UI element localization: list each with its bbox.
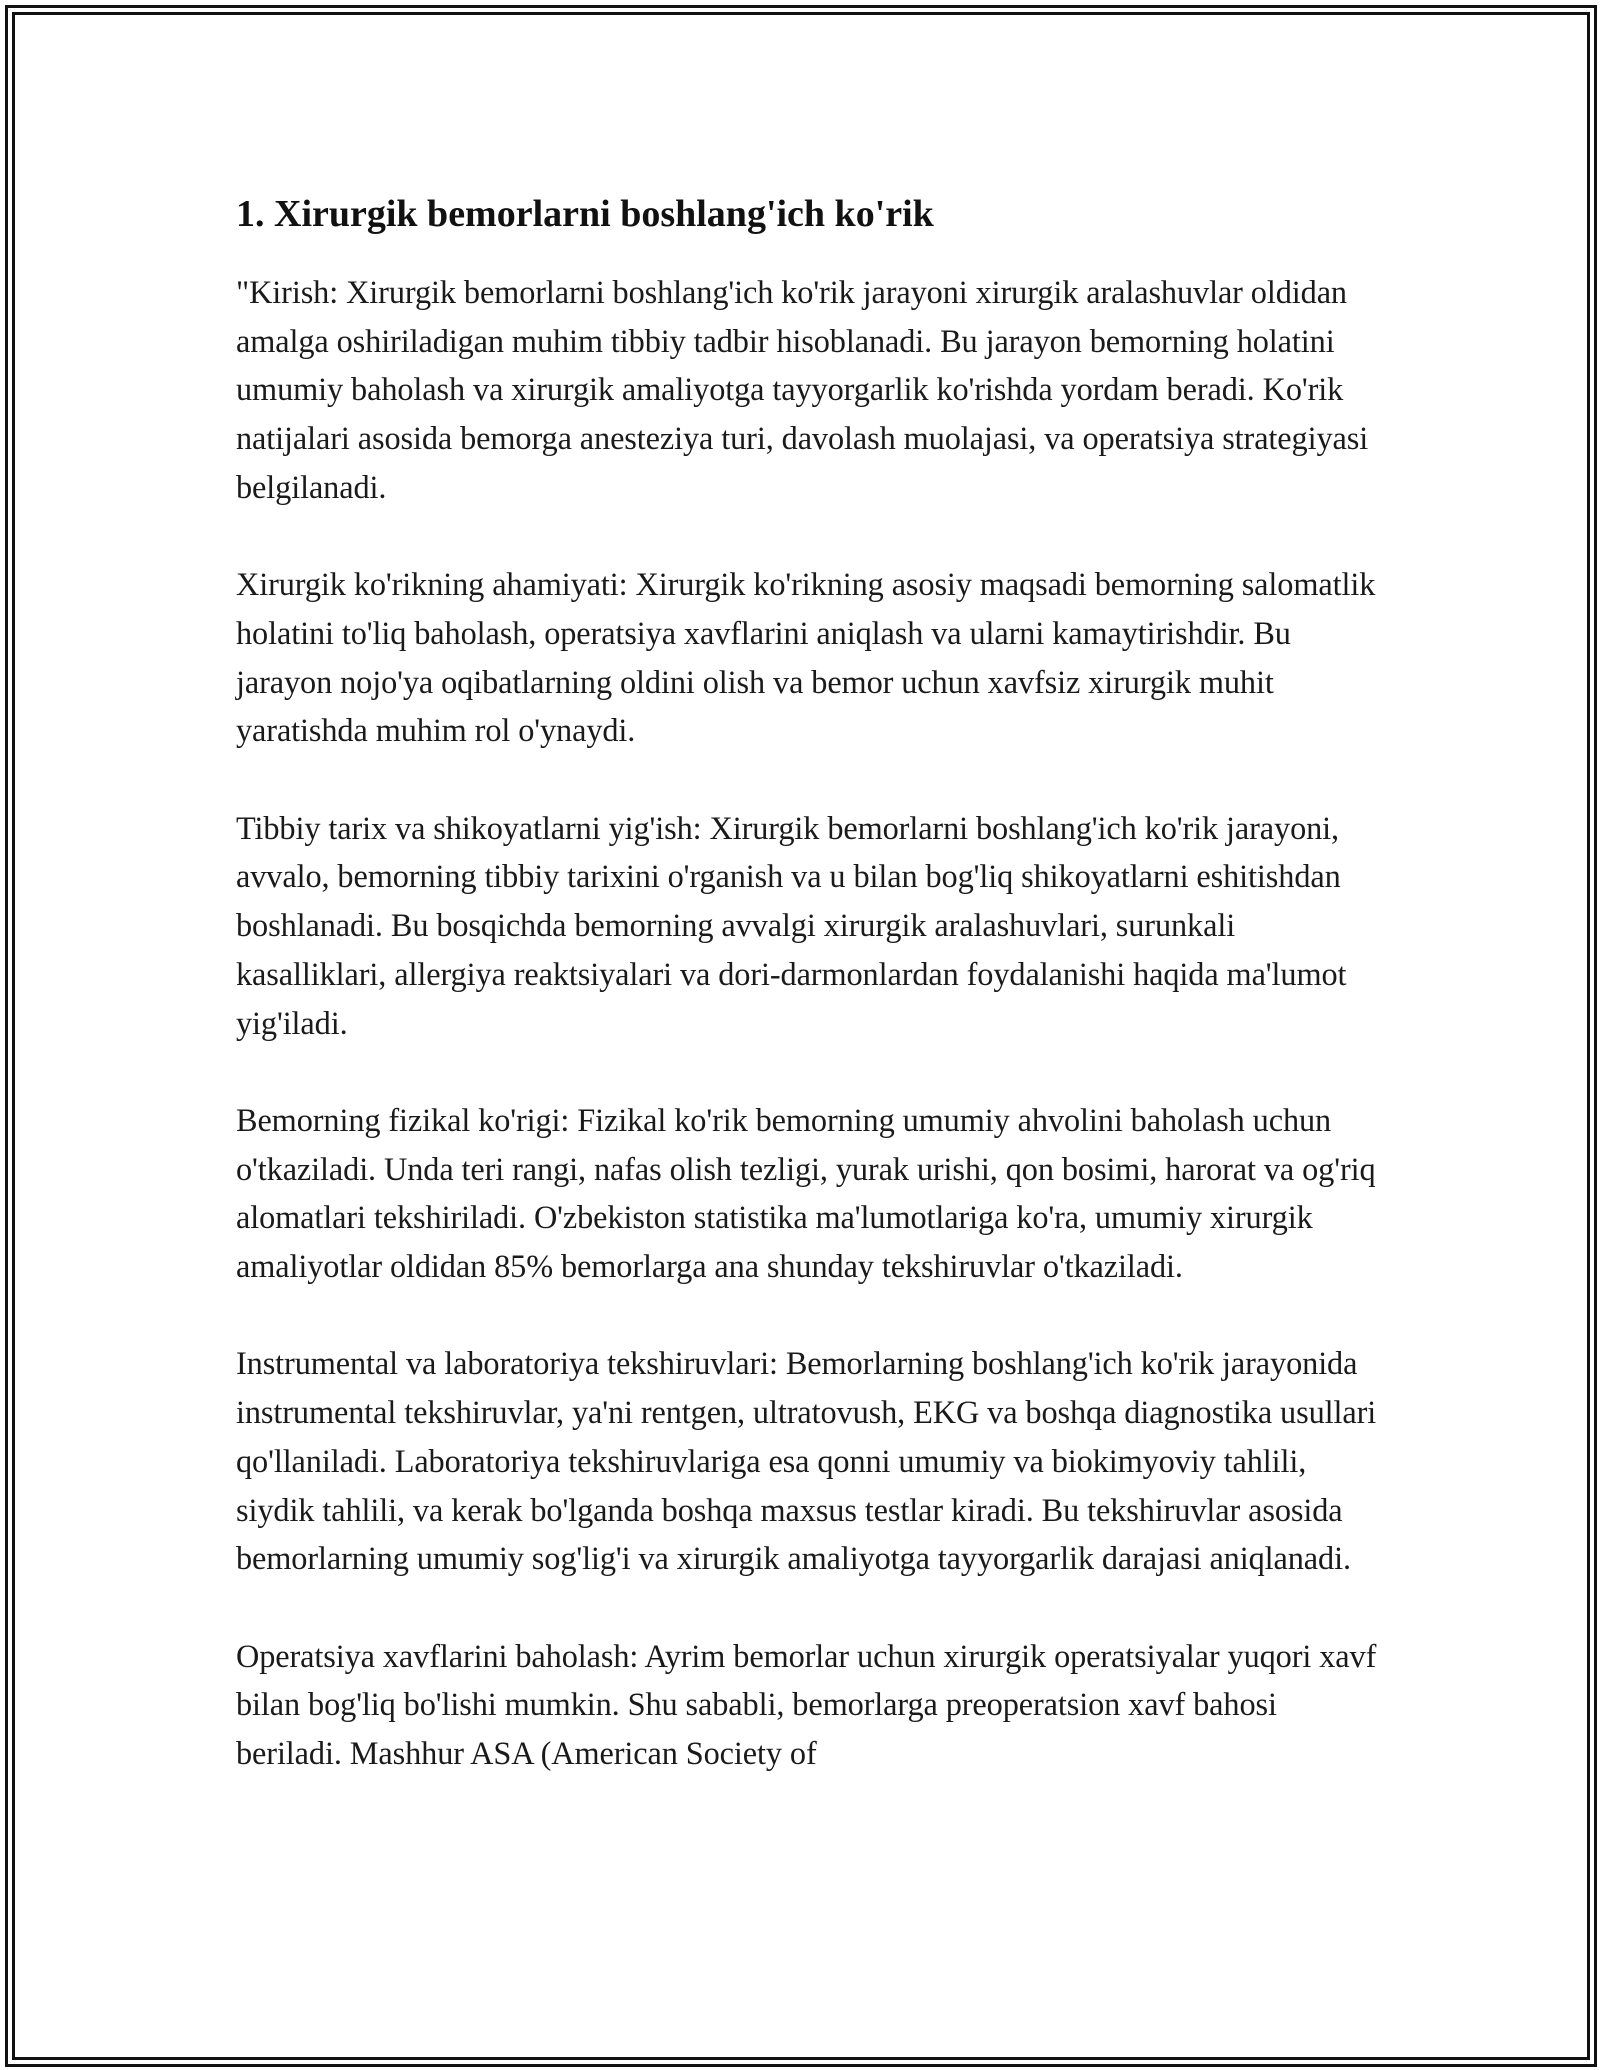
paragraph-introduction: "Kirish: Xirurgik bemorlarni boshlang'ich ko'rik jarayoni xirurgik aralashuvlar oldidan amalga oshiriladigan muhim tibbiy tadbir hisoblanadi. Bu jarayon bemorning holatini umumiy baholash va xirurgik amaliyotga tayyorgarlik ko'rishda yordam beradi. Ko'rik natijalari asosida bemorga anesteziya turi, davolash muolajasi, va operatsiya strategiyasi belgilanadi. bbox=[236, 274, 1369, 505]
paragraph-risk-assessment: Operatsiya xavflarini baholash: Ayrim bemorlar uchun xirurgik operatsiyalar yuqori xavf bilan bog'liq bo'lishi mumkin. Shu sababli, bemorlarga preoperatsion xavf bahosi beriladi. Mashhur ASA (American Society of bbox=[236, 1637, 1377, 1772]
section-heading: 1. Xirurgik bemorlarni boshlang'ich ko'rik bbox=[236, 193, 934, 235]
paragraph-medical-history: Tibbiy tarix va shikoyatlarni yig'ish: Xirurgik bemorlarni boshlang'ich ko'rik jarayoni, avvalo, bemorning tibbiy tarixini o'rganish va u bilan bog'liq shikoyatlarni eshitishdan boshlanadi. Bu bosqichda bemorning avvalgi xirurgik aralashuvlari, surunkali kasalliklari, allergiya reaktsiyalari va dori-darmonlardan foydalanishi haqida ma'lumot yig'iladi. bbox=[236, 809, 1347, 1041]
paragraph-instrumental-tests: Instrumental va laboratoriya tekshiruvlari: Bemorlarning boshlang'ich ko'rik jarayonida instrumental tekshiruvlar, ya'ni rentgen, ultratovush, EKG va boshqa diagnostika usullari qo'llaniladi. Laboratoriya tekshiruvlariga esa qonni umumiy va biokimyoviy tahlili, siydik tahlili, va kerak bo'lganda boshqa maxsus testlar kiradi. Bu tekshiruvlar asosida bemorlarning umumiy sog'lig'i va xirurgik amaliyotga tayyorgarlik darajasi aniqlanadi. bbox=[236, 1345, 1377, 1577]
document-body bbox=[236, 190, 1386, 1826]
paragraph-importance: Xirurgik ko'rikning ahamiyati: Xirurgik ko'rikning asosiy maqsadi bemorning salomatlik holatini to'liq baholash, operatsiya xavflarini aniqlash va ularni kamaytirishdir. Bu jarayon nojo'ya oqibatlarning oldini olish va bemor uchun xavfsiz xirurgik muhit yaratishda muhim rol o'ynaydi. bbox=[236, 566, 1376, 749]
paragraph-physical-exam: Bemorning fizikal ko'rigi: Fizikal ko'rik bemorning umumiy ahvolini baholash uchun o'tkaziladi. Unda teri rangi, nafas olish tezligi, yurak urishi, qon bosimi, harorat va og'riq alomatlari tekshiriladi. O'zbekiston statistika ma'lumotlariga ko'ra, umumiy xirurgik amaliyotlar oldidan 85% bemorlarga ana shunday tekshiruvlar o'tkaziladi. bbox=[236, 1101, 1376, 1285]
